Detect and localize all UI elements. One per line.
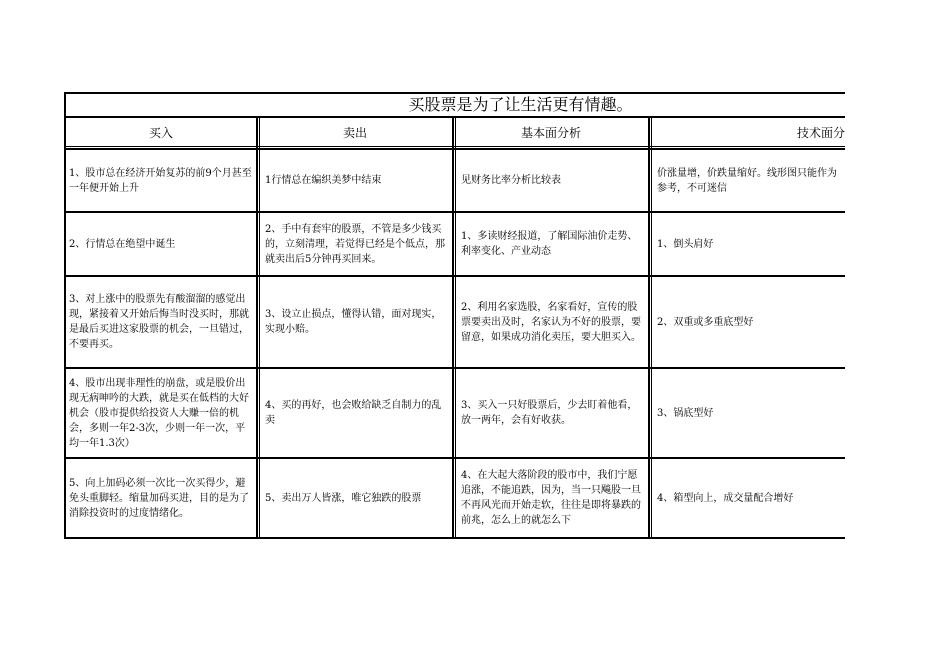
table-cell[interactable]: 2、双重或多重底型好 <box>657 316 754 328</box>
table-cell[interactable]: 1、多读财经报道，了解国际油价走势、利率变化、产业动态 <box>461 231 638 257</box>
column-divider <box>455 116 456 539</box>
table-cell[interactable]: 4、在大起大落阶段的股市中，我们宁愿追涨，不能追跌，因为，当一只飚股一旦不再风光而开始走软，往往是即将暴跌的前兆，怎么上的就怎么下 <box>461 470 641 526</box>
column-divider <box>648 116 650 539</box>
table-cell[interactable]: 3、买入一只好股票后，少去盯着他看，放一两年，会有好收获。 <box>461 400 638 426</box>
table-cell[interactable]: 1行情总在编织美梦中结束 <box>265 175 382 186</box>
column-header[interactable]: 基本面分析 <box>520 125 581 140</box>
table-cell[interactable]: 见财务比率分析比较表 <box>461 175 561 186</box>
table-cell[interactable]: 4、买的再好，也会败给缺乏自制力的乱卖 <box>265 400 442 426</box>
column-header[interactable]: 卖出 <box>342 125 367 140</box>
column-divider <box>452 116 454 539</box>
table-cell[interactable]: 2、行情总在绝望中诞生 <box>69 238 176 250</box>
column-header[interactable]: 技术面分 <box>796 125 845 140</box>
sheet-title: 买股票是为了让生活更有情趣。 <box>408 95 633 114</box>
table-cell[interactable]: 1、倒头肩好 <box>657 238 714 250</box>
table-cell[interactable]: 2、利用名家选股，名家看好，宣传的股票要卖出及时，名家认为不好的股票，要留意，如果成功消化卖压，要大胆买入。 <box>461 301 641 343</box>
column-divider <box>256 116 258 539</box>
table-cell[interactable]: 3、对上涨中的股票先有酸溜溜的感觉出现，紧接着又开始后悔当时没买时，那就是最后买进这家股票的机会，一旦错过，不要再买。 <box>69 294 249 350</box>
column-divider <box>259 116 260 539</box>
table-cell[interactable]: 3、锅底型好 <box>657 407 714 419</box>
column-header[interactable]: 买入 <box>148 125 173 140</box>
table-cell[interactable]: 1、股市总在经济开始复苏的前9个月甚至一年便开始上升 <box>69 167 252 194</box>
table-cell[interactable]: 5、卖出万人皆涨，唯它独跌的股票 <box>265 492 422 504</box>
table-cell[interactable]: 2、手中有套牢的股票，不管是多少钱买的，立刻清理，若觉得已经是个低点，那就卖出后5分钟再买回来。 <box>265 223 445 265</box>
table-cell[interactable]: 5、向上加码必须一次比一次买得少，避免头重脚轻。缩量加码买进，目的是为了消除投资时的过度情绪化。 <box>69 477 249 519</box>
table-cell[interactable]: 价涨量增，价跌量缩好。线形图只能作为参考，不可迷信 <box>657 167 837 194</box>
column-divider <box>651 116 652 539</box>
table-cell[interactable]: 3、设立止损点，懂得认错，面对现实，实现小赔。 <box>265 309 442 335</box>
table-cell[interactable]: 4、股市出现非理性的崩盘，或是股价出现无病呻吟的大跌，就是买在低档的大好机会（股市提供给投资人大赚一倍的机会，多则一年2-3次，少则一年一次，平均一年1.3次） <box>69 377 249 449</box>
table-cell[interactable]: 4、箱型向上，成交量配合增好 <box>657 492 794 504</box>
